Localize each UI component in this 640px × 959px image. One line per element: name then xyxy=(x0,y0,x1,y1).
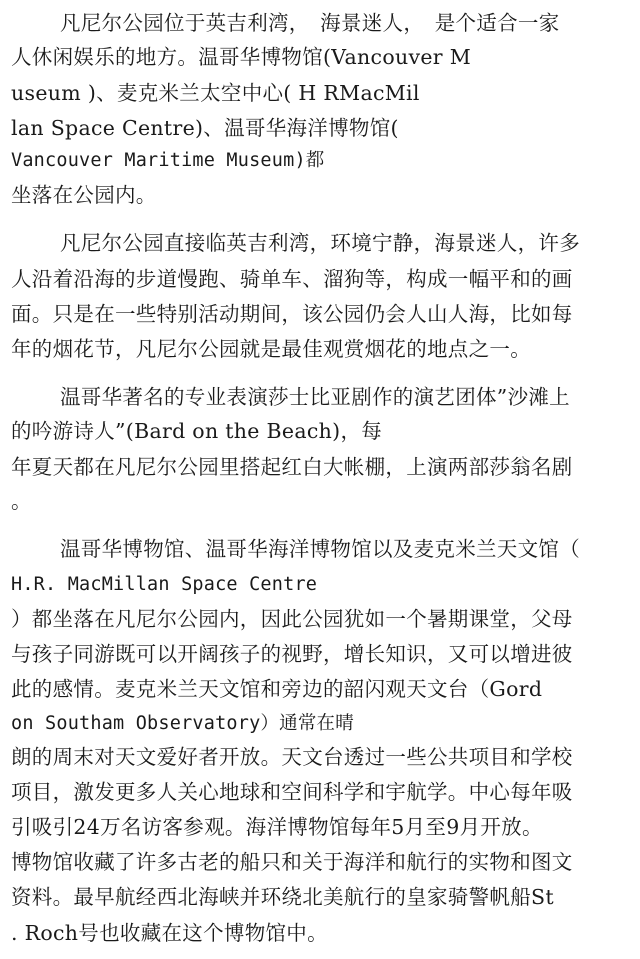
paragraph-line: ）都坐落在凡尼尔公园内，因此公园犹如一个暑期课堂，父母 xyxy=(11,607,573,631)
paragraph-line: 与孩子同游既可以开阔孩子的视野，增长知识，又可以增进彼 xyxy=(11,642,573,666)
paragraph-line: 年的烟花节，凡尼尔公园就是最佳观赏烟花的地点之一。 xyxy=(11,337,531,361)
paragraph-line: 此的感情。麦克米兰天文馆和旁边的韶闪观天文台（Gord xyxy=(11,677,543,701)
paragraph-line: 温哥华著名的专业表演莎士比亚剧作的演艺团体”沙滩上 xyxy=(60,385,570,409)
paragraph-line: 资料。最早航经西北海峡并环绕北美航行的皇家骑警帆船St xyxy=(11,885,554,909)
paragraph-line: 朗的周末对天文爱好者开放。天文台透过一些公共项目和学校 xyxy=(11,745,573,769)
paragraph-line: 。 xyxy=(11,489,32,513)
paragraph-line: 的吟游诗人”(Bard on the Beach)，每 xyxy=(11,419,383,443)
paragraph-line: 人休闲娱乐的地方。温哥华博物馆(Vancouver M xyxy=(11,45,471,69)
paragraph-line: on Southam Observatory）通常在晴 xyxy=(11,713,354,734)
paragraph-line: 面。只是在一些特别活动期间，该公园仍会人山人海，比如每 xyxy=(11,302,573,326)
paragraph-line: 引吸引24万名访客参观。海洋博物馆每年5月至9月开放。 xyxy=(11,815,543,839)
paragraph-line: 人沿着沿海的步道慢跑、骑单车、溜狗等，构成一幅平和的画 xyxy=(11,267,573,291)
paragraph-line: 凡尼尔公园位于英吉利湾， 海景迷人， 是个适合一家 xyxy=(60,11,560,35)
paragraph-line: 项目，激发更多人关心地球和空间科学和宇航学。中心每年吸 xyxy=(11,780,573,804)
paragraph-line: useum )、麦克米兰太空中心( H RMacMil xyxy=(11,81,420,105)
paragraph-line: 温哥华博物馆、温哥华海洋博物馆以及麦克米兰天文馆（ xyxy=(60,537,580,561)
paragraph-line: 博物馆收藏了许多古老的船只和关于海洋和航行的实物和图文 xyxy=(11,850,573,874)
paragraph-line: Vancouver Maritime Museum)都 xyxy=(11,150,325,171)
paragraph-line: H.R. MacMillan Space Centre xyxy=(11,574,318,595)
paragraph-line: lan Space Centre)、温哥华海洋博物馆( xyxy=(11,116,399,140)
paragraph-line: 凡尼尔公园直接临英吉利湾，环境宁静，海景迷人，许多 xyxy=(60,231,580,255)
paragraph-line: . Roch号也收藏在这个博物馆中。 xyxy=(11,921,328,945)
paragraph-line: 年夏天都在凡尼尔公园里搭起红白大帐棚，上演两部莎翁名剧 xyxy=(11,455,573,479)
paragraph-line: 坐落在公园内。 xyxy=(11,183,157,207)
